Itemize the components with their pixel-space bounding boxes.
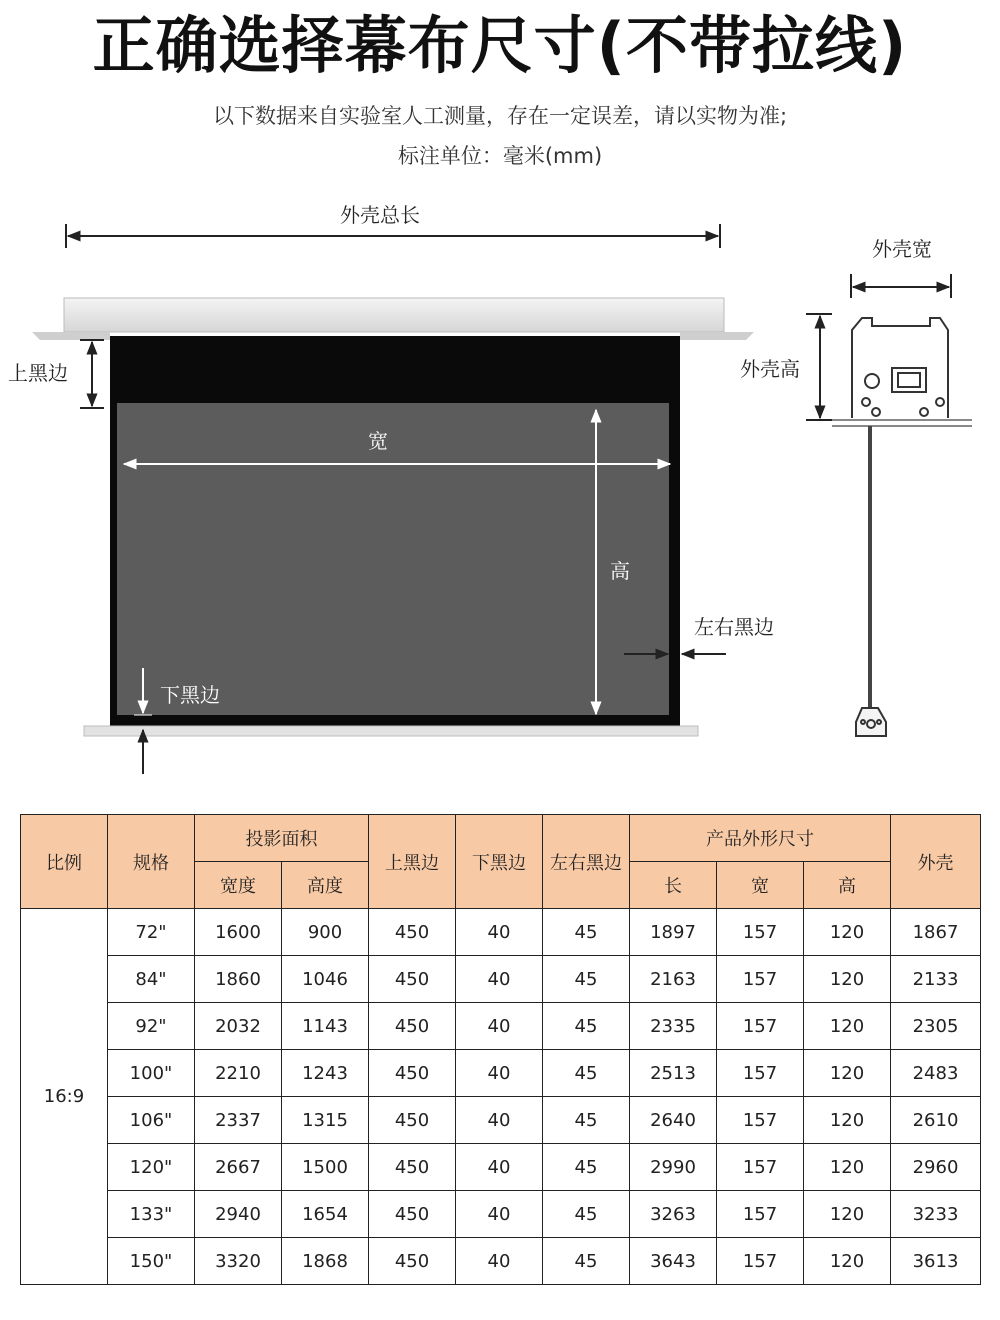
housing-cell: 2610 [891, 1097, 981, 1144]
header-product-dims: 产品外形尺寸 [630, 815, 891, 862]
side-border-cell: 45 [543, 1191, 630, 1238]
header-size: 规格 [108, 815, 195, 909]
top-border-cell: 450 [369, 956, 456, 1003]
length-cell: 3643 [630, 1238, 717, 1285]
header-projection-area: 投影面积 [195, 815, 369, 862]
length-cell: 2640 [630, 1097, 717, 1144]
housing-length-dimension [66, 224, 720, 248]
bottom-border-cell: 40 [456, 1238, 543, 1285]
product-width-cell: 157 [717, 1097, 804, 1144]
product-height-cell: 120 [804, 1144, 891, 1191]
side-border-cell: 45 [543, 1238, 630, 1285]
size-cell: 100" [108, 1050, 195, 1097]
top-border-cell: 450 [369, 909, 456, 956]
housing-width-dimension [851, 274, 951, 298]
top-border-cell: 450 [369, 1003, 456, 1050]
product-height-cell: 120 [804, 909, 891, 956]
area-width-cell: 2210 [195, 1050, 282, 1097]
area-height-cell: 1868 [282, 1238, 369, 1285]
area-height-cell: 900 [282, 909, 369, 956]
table-row [21, 1144, 981, 1191]
table-row [21, 1097, 981, 1144]
side-border-cell: 45 [543, 1050, 630, 1097]
area-height-cell: 1500 [282, 1144, 369, 1191]
side-border-cell: 45 [543, 1003, 630, 1050]
housing-cell: 2483 [891, 1050, 981, 1097]
size-cell: 92" [108, 1003, 195, 1050]
bottom-border-cell: 40 [456, 1097, 543, 1144]
header-area-width: 宽度 [195, 862, 282, 909]
size-cell: 72" [108, 909, 195, 956]
housing-cell: 1867 [891, 909, 981, 956]
table-row [21, 1238, 981, 1285]
length-cell: 2163 [630, 956, 717, 1003]
table-row [21, 956, 981, 1003]
bottom-weight-bar [84, 726, 698, 736]
header-ratio: 比例 [21, 815, 108, 909]
bottom-border-cell: 40 [456, 1191, 543, 1238]
product-height-cell: 120 [804, 1191, 891, 1238]
remote-switch [856, 708, 886, 736]
size-cell: 120" [108, 1144, 195, 1191]
size-cell: 150" [108, 1238, 195, 1285]
product-height-cell: 120 [804, 1097, 891, 1144]
size-spec-table [20, 814, 981, 1285]
area-width-cell: 2667 [195, 1144, 282, 1191]
table-row [21, 1191, 981, 1238]
bottom-border-cell: 40 [456, 909, 543, 956]
top-border-cell: 450 [369, 1097, 456, 1144]
product-width-cell: 157 [717, 956, 804, 1003]
area-width-cell: 3320 [195, 1238, 282, 1285]
size-cell: 84" [108, 956, 195, 1003]
subtitle-unit: 标注单位：毫米(mm) [397, 144, 603, 168]
projection-area [117, 403, 669, 715]
length-cell: 3263 [630, 1191, 717, 1238]
table-row [21, 1003, 981, 1050]
side-border-label: 左右黑边 [694, 615, 774, 639]
ratio-cell: 16:9 [21, 909, 108, 1285]
length-cell: 2990 [630, 1144, 717, 1191]
product-width-cell: 157 [717, 1144, 804, 1191]
width-label: 宽 [368, 429, 388, 453]
housing-side-profile [832, 318, 972, 426]
area-width-cell: 2940 [195, 1191, 282, 1238]
header-bottom-border: 下黑边 [456, 815, 543, 909]
header-area-height: 高度 [282, 862, 369, 909]
header-dim-width: 宽 [717, 862, 804, 909]
area-width-cell: 1860 [195, 956, 282, 1003]
product-width-cell: 157 [717, 1003, 804, 1050]
housing-width-label: 外壳宽 [872, 237, 932, 261]
side-border-cell: 45 [543, 1144, 630, 1191]
area-height-cell: 1046 [282, 956, 369, 1003]
length-cell: 1897 [630, 909, 717, 956]
bottom-border-cell: 40 [456, 1144, 543, 1191]
length-cell: 2335 [630, 1003, 717, 1050]
top-border-cell: 450 [369, 1191, 456, 1238]
product-width-cell: 157 [717, 1050, 804, 1097]
subtitle-note: 以下数据来自实验室人工测量，存在一定误差，请以实物为准; [212, 104, 788, 128]
area-height-cell: 1315 [282, 1097, 369, 1144]
header-dim-height: 高 [804, 862, 891, 909]
housing-cell: 3233 [891, 1191, 981, 1238]
housing-height-dimension [806, 314, 832, 420]
bottom-border-cell: 40 [456, 1003, 543, 1050]
housing-cell: 3613 [891, 1238, 981, 1285]
area-height-cell: 1143 [282, 1003, 369, 1050]
header-top-border: 上黑边 [369, 815, 456, 909]
product-width-cell: 157 [717, 909, 804, 956]
product-height-cell: 120 [804, 956, 891, 1003]
area-height-cell: 1243 [282, 1050, 369, 1097]
top-border-dimension [80, 340, 104, 408]
screen-housing [32, 298, 754, 340]
housing-length-label: 外壳总长 [340, 203, 420, 227]
top-border-cell: 450 [369, 1238, 456, 1285]
height-label: 高 [610, 559, 630, 583]
area-width-cell: 2337 [195, 1097, 282, 1144]
area-width-cell: 1600 [195, 909, 282, 956]
header-side-border: 左右黑边 [543, 815, 630, 909]
area-height-cell: 1654 [282, 1191, 369, 1238]
top-border-label: 上黑边 [8, 361, 68, 385]
housing-cell: 2305 [891, 1003, 981, 1050]
bottom-border-cell: 40 [456, 956, 543, 1003]
bottom-border-label: 下黑边 [160, 683, 220, 707]
area-width-cell: 2032 [195, 1003, 282, 1050]
header-dim-length: 长 [630, 862, 717, 909]
table-row [21, 909, 981, 956]
header-housing: 外壳 [891, 815, 981, 909]
product-width-cell: 157 [717, 1191, 804, 1238]
side-border-cell: 45 [543, 1097, 630, 1144]
product-height-cell: 120 [804, 1050, 891, 1097]
side-border-cell: 45 [543, 956, 630, 1003]
product-width-cell: 157 [717, 1238, 804, 1285]
product-height-cell: 120 [804, 1003, 891, 1050]
top-border-cell: 450 [369, 1050, 456, 1097]
side-border-cell: 45 [543, 909, 630, 956]
housing-cell: 2960 [891, 1144, 981, 1191]
housing-height-label: 外壳高 [740, 357, 800, 381]
size-cell: 106" [108, 1097, 195, 1144]
housing-cell: 2133 [891, 956, 981, 1003]
length-cell: 2513 [630, 1050, 717, 1097]
table-row [21, 1050, 981, 1097]
page-title: 正确选择幕布尺寸(不带拉线) [92, 9, 908, 82]
product-height-cell: 120 [804, 1238, 891, 1285]
size-cell: 133" [108, 1191, 195, 1238]
screen-diagram [0, 190, 1000, 790]
top-border-cell: 450 [369, 1144, 456, 1191]
bottom-border-cell: 40 [456, 1050, 543, 1097]
